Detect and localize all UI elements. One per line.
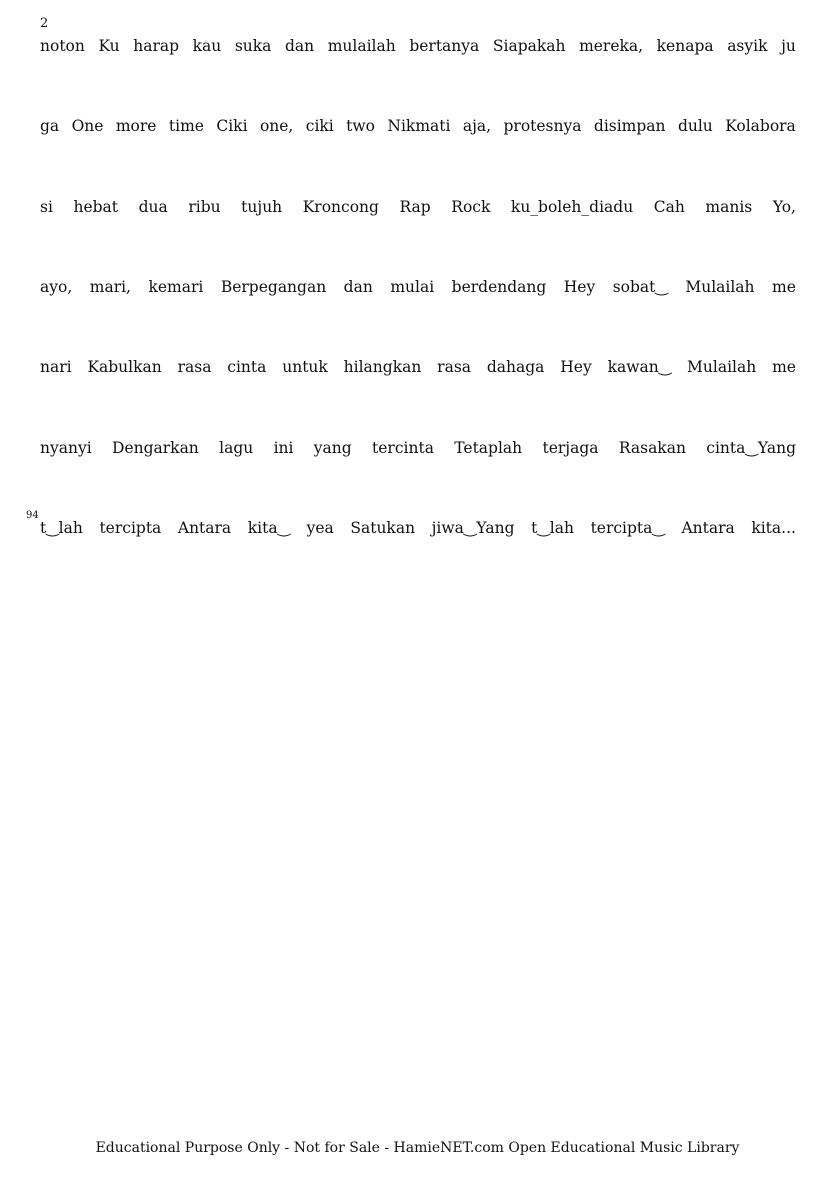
- lyric-word: Ciki: [216, 117, 248, 135]
- lyric-word: yang: [313, 439, 352, 457]
- lyric-word: Nikmati: [387, 117, 451, 135]
- lyric-word: ku_boleh_diadu: [510, 198, 634, 216]
- lyric-word: hilangkan: [343, 358, 422, 376]
- lyric-word: hebat: [73, 198, 119, 216]
- lyric-word: mari,: [89, 278, 131, 296]
- lyric-word: Rap: [399, 198, 431, 216]
- lyric-word: kemari: [148, 278, 204, 296]
- lyric-word: Dengarkan: [112, 439, 199, 457]
- lyric-word: mulai: [390, 278, 435, 296]
- lyric-word: t‿lah: [531, 519, 574, 537]
- lyric-line: [40, 516, 796, 540]
- lyric-word: Rock: [451, 198, 491, 216]
- lyric-word: si: [40, 198, 53, 216]
- lyric-word: cinta: [227, 358, 267, 376]
- lyric-word: Hey: [563, 278, 596, 296]
- lyric-word: Kolabora: [725, 117, 796, 135]
- lyric-word: Mulailah: [685, 278, 755, 296]
- lyric-word: noton: [40, 37, 85, 55]
- lyric-word: mereka,: [579, 37, 644, 55]
- lyric-word: kita‿: [247, 519, 291, 537]
- lyric-line: [40, 436, 796, 460]
- lyric-word: Hey: [560, 358, 592, 376]
- lyric-word: time: [168, 117, 204, 135]
- lyric-word: nyanyi: [40, 439, 92, 457]
- lyric-word: Tetaplah: [454, 439, 523, 457]
- lyric-word: kenapa: [656, 37, 714, 55]
- lyric-word: aja,: [462, 117, 492, 135]
- lyric-word: Antara: [681, 519, 735, 537]
- lyric-word: me: [772, 358, 796, 376]
- lyric-word: one,: [259, 117, 294, 135]
- measure-number: 94: [26, 510, 39, 521]
- lyric-word: Yo,: [772, 198, 796, 216]
- lyric-word: Rasakan: [618, 439, 686, 457]
- lyric-word: tercinta: [372, 439, 434, 457]
- lyric-word: protesnya: [503, 117, 582, 135]
- lyric-word: ga: [40, 117, 60, 135]
- lyric-word: terjaga: [542, 439, 599, 457]
- lyric-word: ju: [781, 37, 796, 55]
- lyric-word: rasa: [437, 358, 472, 376]
- lyric-word: ini: [273, 439, 294, 457]
- page-number: 2: [40, 16, 49, 31]
- lyric-word: yea: [306, 519, 334, 537]
- lyric-word: suka: [234, 37, 272, 55]
- lyric-word: kawan‿: [607, 358, 672, 376]
- lyric-word: ciki: [305, 117, 334, 135]
- lyric-word: tujuh: [241, 198, 283, 216]
- lyric-word: One: [71, 117, 104, 135]
- lyric-word: Kabulkan: [87, 358, 162, 376]
- lyric-word: dulu: [677, 117, 713, 135]
- lyric-word: dan: [343, 278, 373, 296]
- lyric-line: [40, 114, 796, 138]
- lyric-word: Kroncong: [302, 198, 379, 216]
- lyric-word: Siapakah: [492, 37, 566, 55]
- lyric-word: kau: [192, 37, 222, 55]
- lyric-word: tercipta‿: [590, 519, 665, 537]
- lyric-line: [40, 195, 796, 219]
- lyric-word: harap: [133, 37, 180, 55]
- lyric-word: Antara: [177, 519, 232, 537]
- lyric-word: dahaga: [486, 358, 545, 376]
- lyric-word: Satukan: [350, 519, 416, 537]
- lyric-word: disimpan: [593, 117, 666, 135]
- lyric-line: [40, 275, 796, 299]
- lyric-word: t‿lah: [40, 519, 83, 537]
- lyric-word: more: [115, 117, 157, 135]
- lyric-word: sobat‿: [612, 278, 668, 296]
- lyric-word: jiwa‿Yang: [431, 519, 515, 537]
- lyric-word: dan: [284, 37, 315, 55]
- lyric-word: bertanya: [409, 37, 480, 55]
- lyric-word: kita...: [751, 519, 796, 537]
- lyric-word: mulailah: [327, 37, 396, 55]
- lyric-word: manis: [705, 198, 753, 216]
- lyric-word: lagu: [219, 439, 254, 457]
- lyric-word: cinta‿Yang: [706, 439, 796, 457]
- lyric-line: [40, 34, 796, 58]
- lyric-word: dua: [138, 198, 168, 216]
- lyric-word: Ku: [98, 37, 120, 55]
- footer-notice: Educational Purpose Only - Not for Sale - HamieNET.com Open Educational Music Library: [95, 1140, 740, 1156]
- lyric-line: [40, 355, 796, 379]
- lyric-word: asyik: [727, 37, 768, 55]
- lyric-word: Berpegangan: [220, 278, 327, 296]
- lyric-word: ribu: [188, 198, 221, 216]
- lyric-word: ayo,: [40, 278, 73, 296]
- lyric-word: two: [346, 117, 375, 135]
- lyric-word: Cah: [653, 198, 685, 216]
- lyric-word: berdendang: [451, 278, 547, 296]
- lyric-word: tercipta: [99, 519, 162, 537]
- lyric-word: untuk: [282, 358, 328, 376]
- lyric-word: nari: [40, 358, 72, 376]
- lyric-word: me: [772, 278, 796, 296]
- lyric-word: rasa: [177, 358, 212, 376]
- lyric-word: Mulailah: [687, 358, 757, 376]
